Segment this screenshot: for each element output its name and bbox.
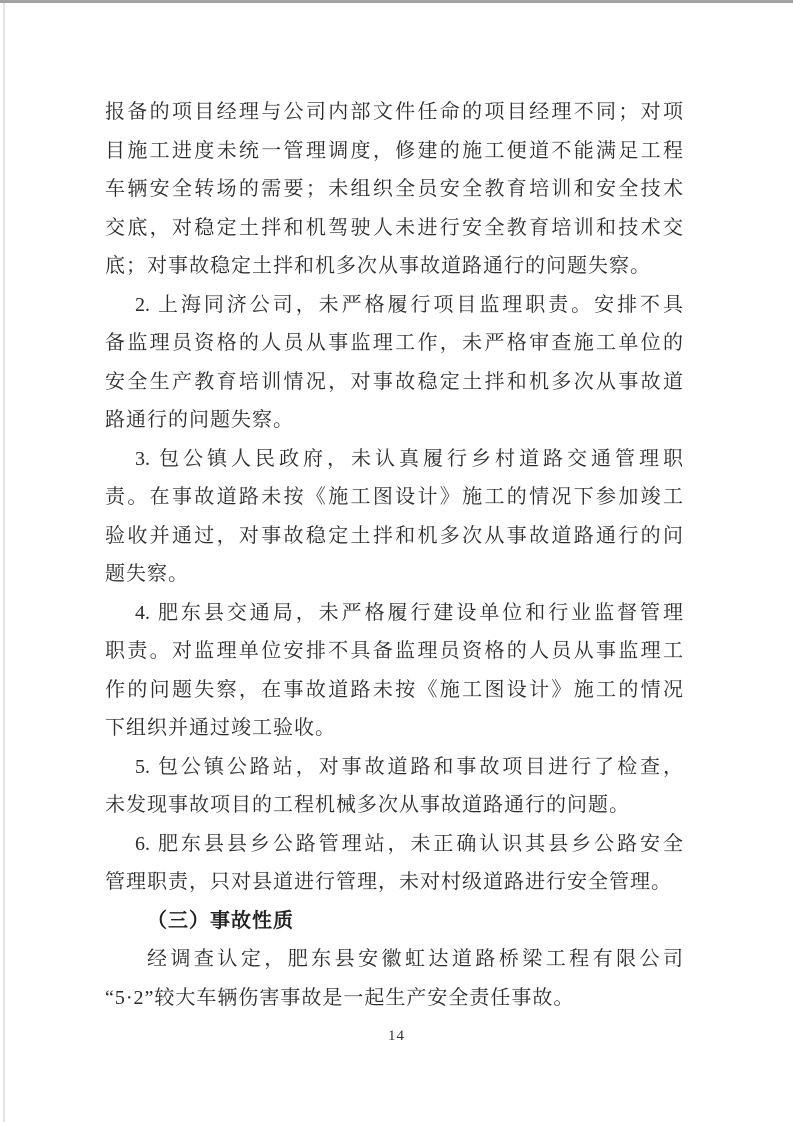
- paragraph-continuation: [105, 93, 683, 286]
- page-number: 14: [388, 1028, 405, 1044]
- text-line: 题失察。: [105, 563, 189, 585]
- text-line: 交底，对稳定土拌和机驾驶人未进行安全教育培训和技术交: [105, 216, 683, 239]
- text-line: 目施工进度未统一管理调度，修建的施工便道不能满足工程: [105, 139, 683, 162]
- text-line: 报备的项目经理与公司内部文件任命的项目经理不同；对项: [105, 101, 683, 123]
- text-line: 车辆安全转场的需要；未组织全员安全教育培训和安全技术: [105, 178, 683, 200]
- text-line: 安全生产教育培训情况，对事故稳定土拌和机多次从事故道: [105, 370, 683, 393]
- text-line: 职责。对监理单位安排不具备监理员资格的人员从事监理工: [105, 640, 683, 662]
- text-line: 责。在事故道路未按《施工图设计》施工的情况下参加竣工: [105, 486, 683, 508]
- text-line: 未发现事故项目的工程机械多次从事故道路通行的问题。: [105, 794, 630, 816]
- numbered-item-2: [105, 286, 683, 440]
- paragraph-conclusion: [105, 940, 683, 1017]
- section-heading-text: （三）事故性质: [147, 909, 294, 932]
- text-line: “5·2”较大车辆伤害事故是一起生产安全责任事故。: [105, 986, 575, 1009]
- numbered-item-6: [105, 825, 683, 902]
- text-line: 作的问题失察，在事故道路未按《施工图设计》施工的情况: [105, 678, 683, 701]
- numbered-item-5: [105, 748, 683, 825]
- text-line: 下组织并通过竣工验收。: [105, 717, 336, 739]
- text-line: 底；对事故稳定土拌和机多次从事故道路通行的问题失察。: [105, 255, 651, 277]
- text-line: 6. 肥东县县乡公路管理站，未正确认识其县乡公路安全: [135, 832, 683, 855]
- section-heading: [105, 902, 683, 941]
- page-footer: [0, 1027, 793, 1045]
- text-line: 管理职责，只对县道进行管理，未对村级道路进行安全管理。: [105, 871, 672, 893]
- text-line: 验收并通过，对事故稳定土拌和机多次从事故道路通行的问: [105, 524, 683, 547]
- document-body: [105, 93, 683, 1017]
- text-line: 2. 上海同济公司，未严格履行项目监理职责。安排不具: [135, 293, 683, 316]
- text-line: 4. 肥东县交通局，未严格履行建设单位和行业监督管理: [135, 601, 683, 624]
- text-line: 经调查认定，肥东县安徽虹达道路桥梁工程有限公司: [147, 948, 683, 970]
- text-line: 路通行的问题失察。: [105, 409, 294, 431]
- numbered-item-3: [105, 440, 683, 594]
- numbered-item-4: [105, 594, 683, 748]
- text-line: 备监理员资格的人员从事监理工作，未严格审查施工单位的: [105, 332, 683, 354]
- text-line: 5. 包公镇公路站，对事故道路和事故项目进行了检查，: [135, 755, 683, 778]
- text-line: 3. 包公镇人民政府，未认真履行乡村道路交通管理职: [135, 447, 683, 470]
